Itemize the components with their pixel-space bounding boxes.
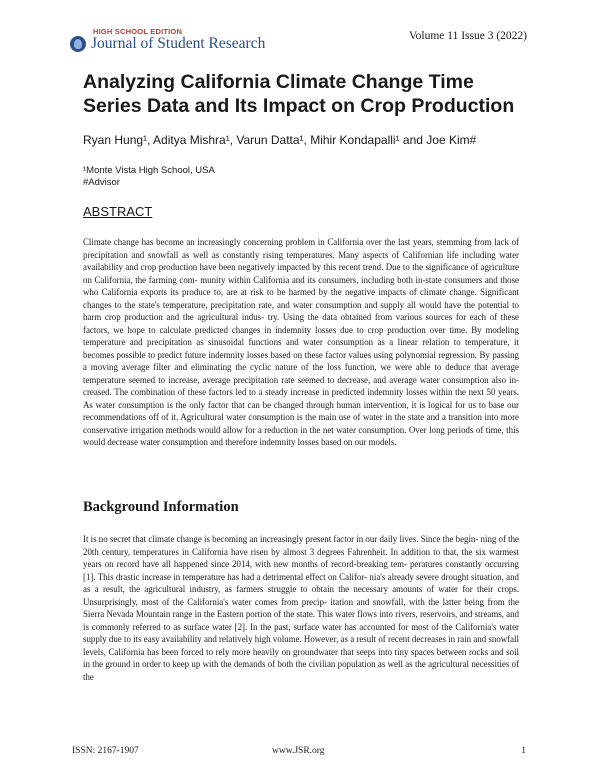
abstract-text: Climate change has become an increasingly concerning problem in California over the last years, stemming from lack of precipitation and snowfall as well as constantly rising temperatures. Many aspects of Californian life including water availability and crop production have been negatively impacted by this recent trend. Due to the significance of agriculture on California, the farming com- munity within California and its consumers, including both in-state consumers and those who California exports its produce to, are at risk to be harmed by the negative impacts of climate change. Significant changes to the state's temperature, precipitation rate, and water consumption and supply all would have the potential to harm crop production and the agricultural indus- try. Using the data obtained from various sources for each of these factors, we hope to calculate predicted changes in indemnity losses due to crop production over time. By modeling temperature and precipitation as sinusoidal functions and water consumption as a linear relation to temperature, it becomes possible to predict future indemnity losses based on these factor values using polynomial regression. By passing a moving average filter and eliminating the cyclic nature of the loss function, we were able to deduce that average temperature seemed to increase, average precipitation rate seemed to decrease, and average water consumption also in- creased. The combination of these factors led to a steady increase in predicted indemnity losses within the next 50 years. As water consumption is the only factor that can be changed through human intervention, it is logical for us to base our recommendations off of it. Agricultural water consumption is the main use of water in the state and a transition into more conservative irrigation methods would allow for a reduction in the net water consumption. Over long periods of time, this would decrease water consumption and therefore indemnity losses based on our models.: [83, 237, 519, 447]
journal-emblem-icon: [70, 36, 86, 52]
abstract-heading: ABSTRACT: [83, 204, 153, 219]
affiliation-advisor: #Advisor: [83, 177, 120, 188]
background-heading: Background Information: [83, 499, 239, 515]
background-text: It is no secret that climate change is becoming an increasingly present factor in our daily lives. Since the begin- ning of the 20th century, temperatures in California have risen by almost 3 degrees Fahrenheit. In addition to that, the six warmest years on record have all happened since 2014, with new months of record-breaking tem- peratures constantly occurring [1]. This drastic increase in temperature has had a detrimental effect on Califor- nia's already severe drought situation, and as a result, the agricultural industry, as farmers struggle to obtain the necessary amounts of water for their crops. Unsurprisingly, most of the California's water comes from precip- itation and snowfall, with the latter being from the Sierra Nevada Mountain range in the Eastern portion of the state. This water flows into rivers, reservoirs, and streams, and is commonly referred to as surface water [2]. In the past, surface water has accounted for most of the California's water supply due to its easy availability and relatively high volume. However, as a result of recent decreases in rain and snowfall levels, California has been forced to rely more heavily on groundwater that seeps into tiny spaces between rocks and soil in the ground in order to keep up with the demands of both the civilian population as well as the agricultural necessities of the: [83, 534, 519, 682]
page-number: 1: [521, 746, 526, 756]
paper-title: Analyzing California Climate Change Time Series Data and Its Impact on Crop Production: [83, 71, 515, 117]
footer-site[interactable]: www.JSR.org: [272, 746, 325, 756]
author-list: Ryan Hung¹, Aditya Mishra¹, Varun Datta¹, Mihir Kondapalli¹ and Joe Kim#: [83, 133, 477, 147]
volume-info: Volume 11 Issue 3 (2022): [408, 30, 527, 42]
affiliation-school: ¹Monte Vista High School, USA: [83, 165, 215, 176]
journal-name: Journal of Student Research: [91, 35, 266, 52]
logo-edition-label: HIGH SCHOOL EDITION: [93, 27, 183, 36]
footer-issn: ISSN: 2167-1907: [72, 746, 139, 756]
